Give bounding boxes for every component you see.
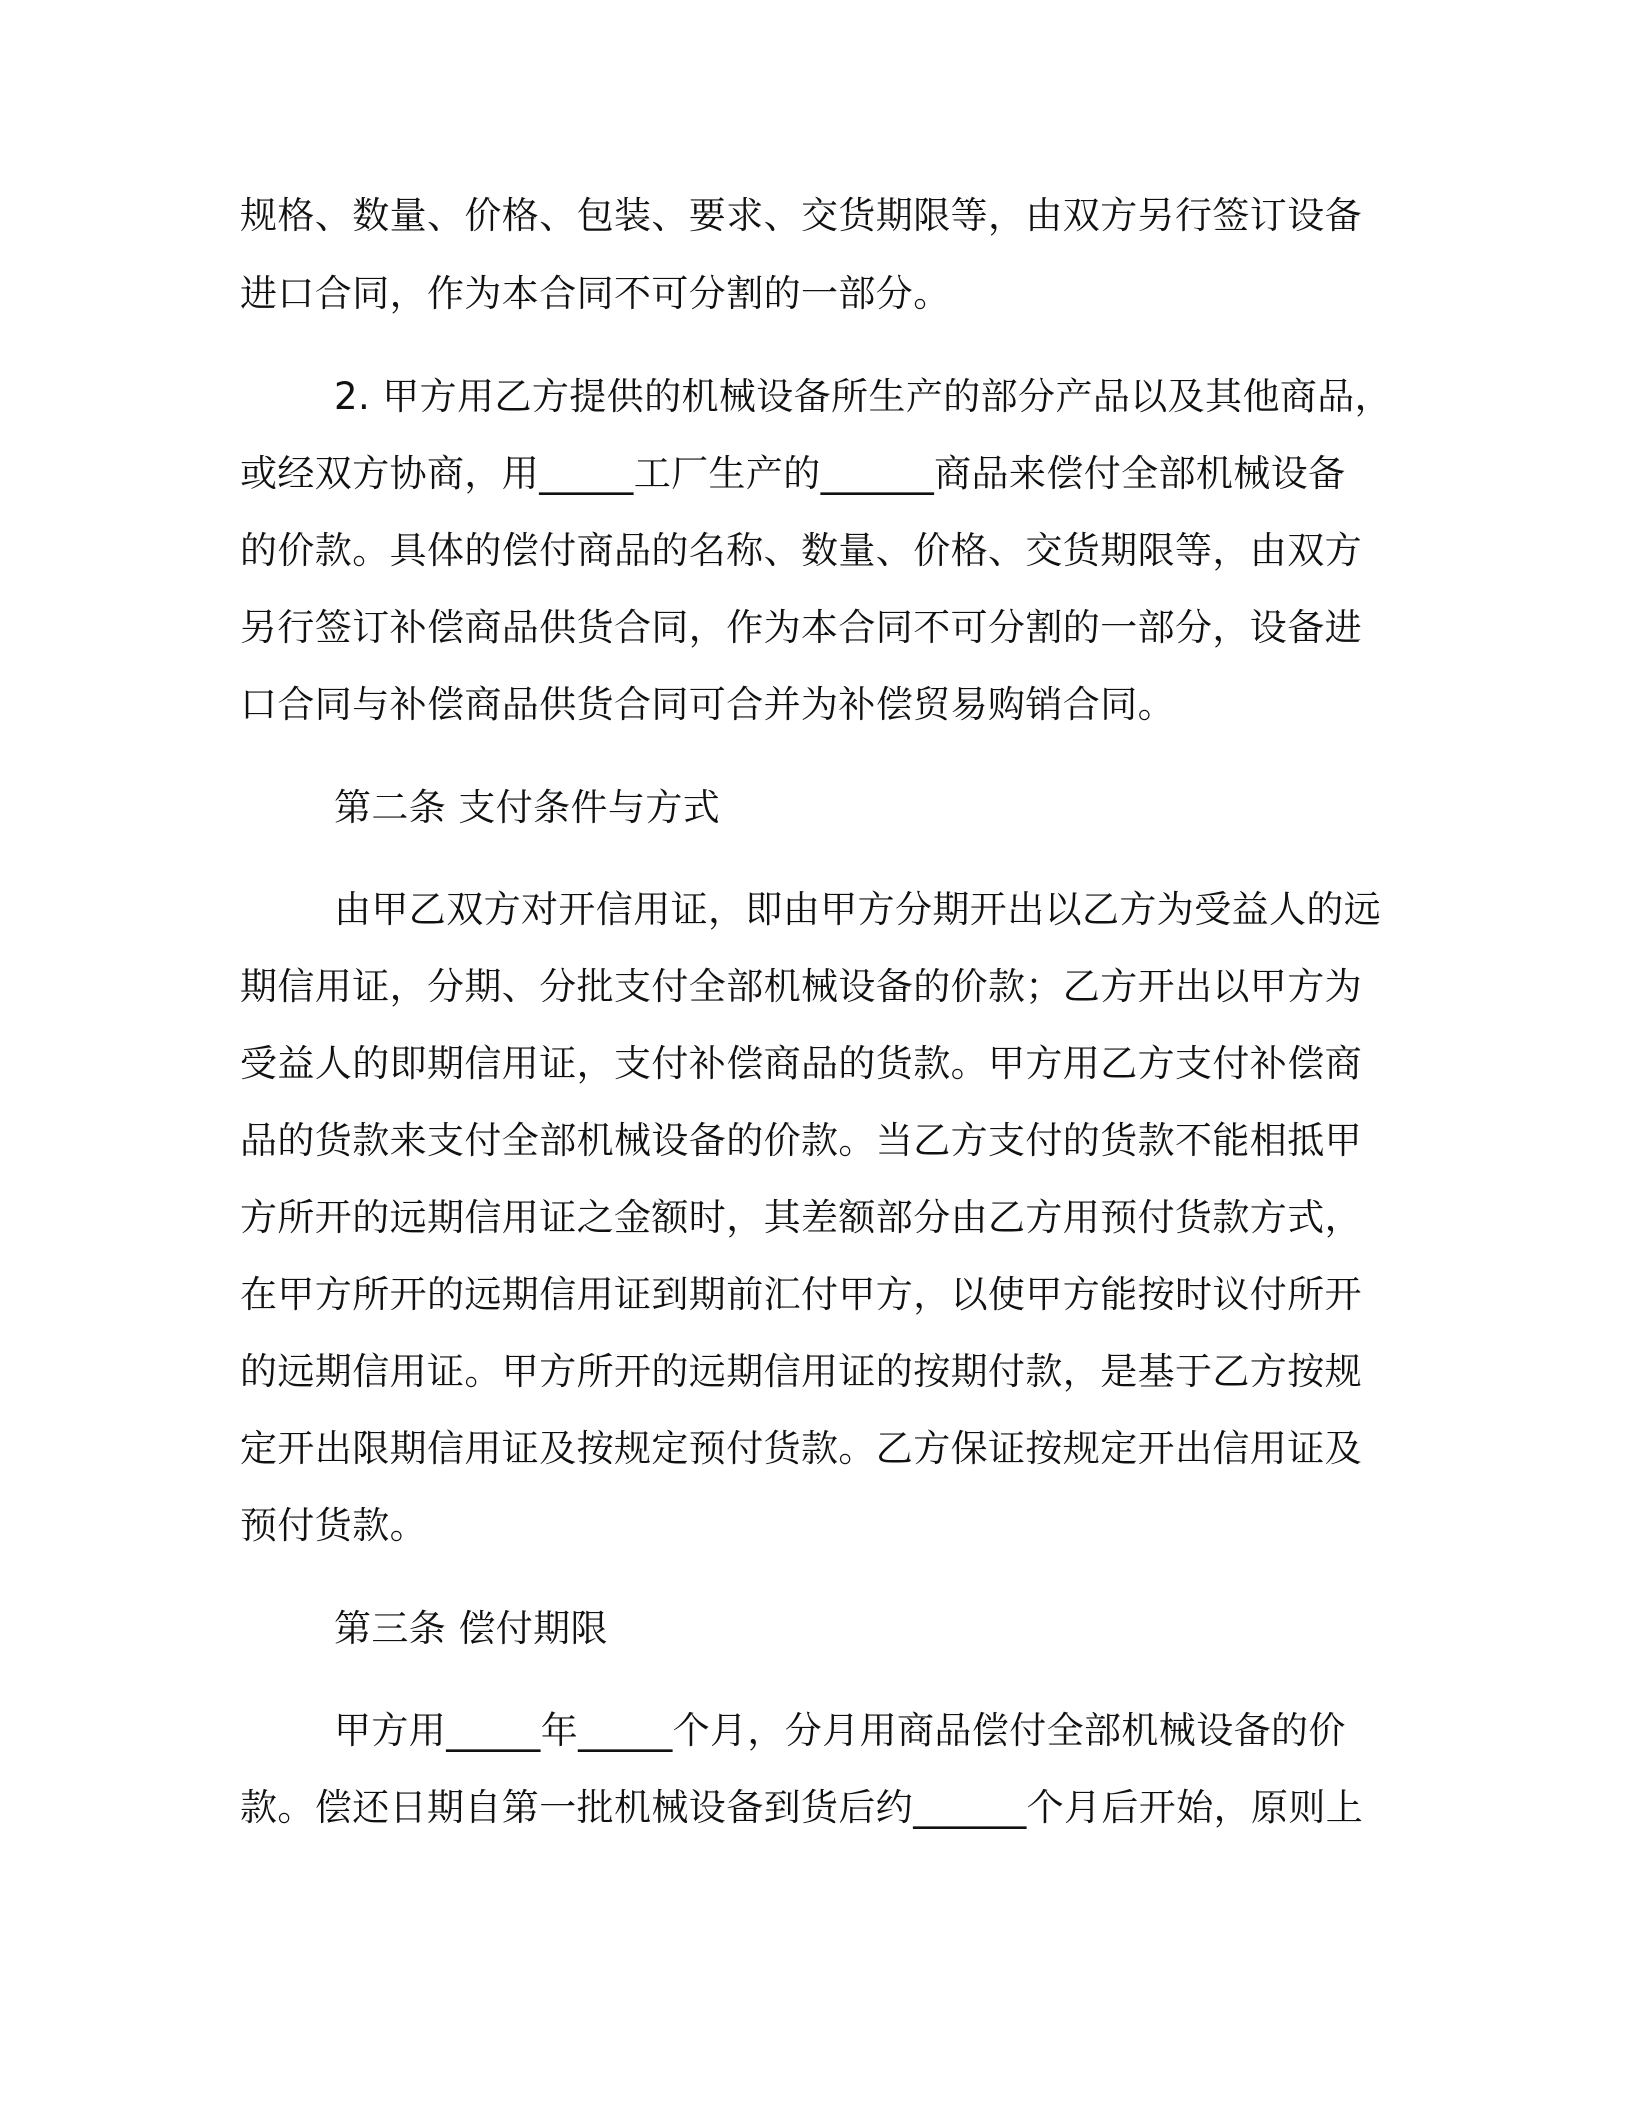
text-line: 或经双方协商，用_____工厂生产的______商品来偿付全部机械设备 xyxy=(240,452,1346,495)
text-line: 方所开的远期信用证之金额时，其差额部分由乙方用预付货款方式， xyxy=(240,1196,1362,1239)
text-line: 在甲方所开的远期信用证到期前汇付甲方，以使甲方能按时议付所开 xyxy=(240,1273,1362,1316)
text-line: 品的货款来支付全部机械设备的价款。当乙方支付的货款不能相抵甲 xyxy=(240,1119,1362,1162)
text-line: 口合同与补偿商品供货合同可合并为补偿贸易购销合同。 xyxy=(240,683,1175,726)
text-line: 规格、数量、价格、包装、要求、交货期限等，由双方另行签订设备 xyxy=(240,194,1362,237)
text-line: 另行签订补偿商品供货合同，作为本合同不可分割的一部分，设备进 xyxy=(240,606,1362,649)
text-line: 定开出限期信用证及按规定预付货款。乙方保证按规定开出信用证及 xyxy=(240,1427,1362,1470)
text-line: 甲方用_____年_____个月，分月用商品偿付全部机械设备的价 xyxy=(334,1709,1346,1752)
text-line: 期信用证，分期、分批支付全部机械设备的价款；乙方开出以甲方为 xyxy=(240,965,1362,1008)
text-line: 受益人的即期信用证，支付补偿商品的货款。甲方用乙方支付补偿商 xyxy=(240,1042,1362,1085)
text-line: 由甲乙双方对开信用证，即由甲方分期开出以乙方为受益人的远 xyxy=(334,888,1382,931)
text-line: 的远期信用证。甲方所开的远期信用证的按期付款，是基于乙方按规 xyxy=(240,1350,1362,1393)
text-line: 预付货款。 xyxy=(240,1504,427,1547)
text-line: 进口合同，作为本合同不可分割的一部分。 xyxy=(240,272,951,315)
text-line: 款。偿还日期自第一批机械设备到货后约______个月后开始，原则上 xyxy=(240,1786,1364,1829)
section-heading: 第三条 偿付期限 xyxy=(334,1607,608,1650)
text-line: 2. 甲方用乙方提供的机械设备所生产的部分产品以及其他商品， xyxy=(334,375,1393,418)
text-line: 的价款。具体的偿付商品的名称、数量、价格、交货期限等，由双方 xyxy=(240,529,1362,572)
section-heading: 第二条 支付条件与方式 xyxy=(334,786,721,829)
